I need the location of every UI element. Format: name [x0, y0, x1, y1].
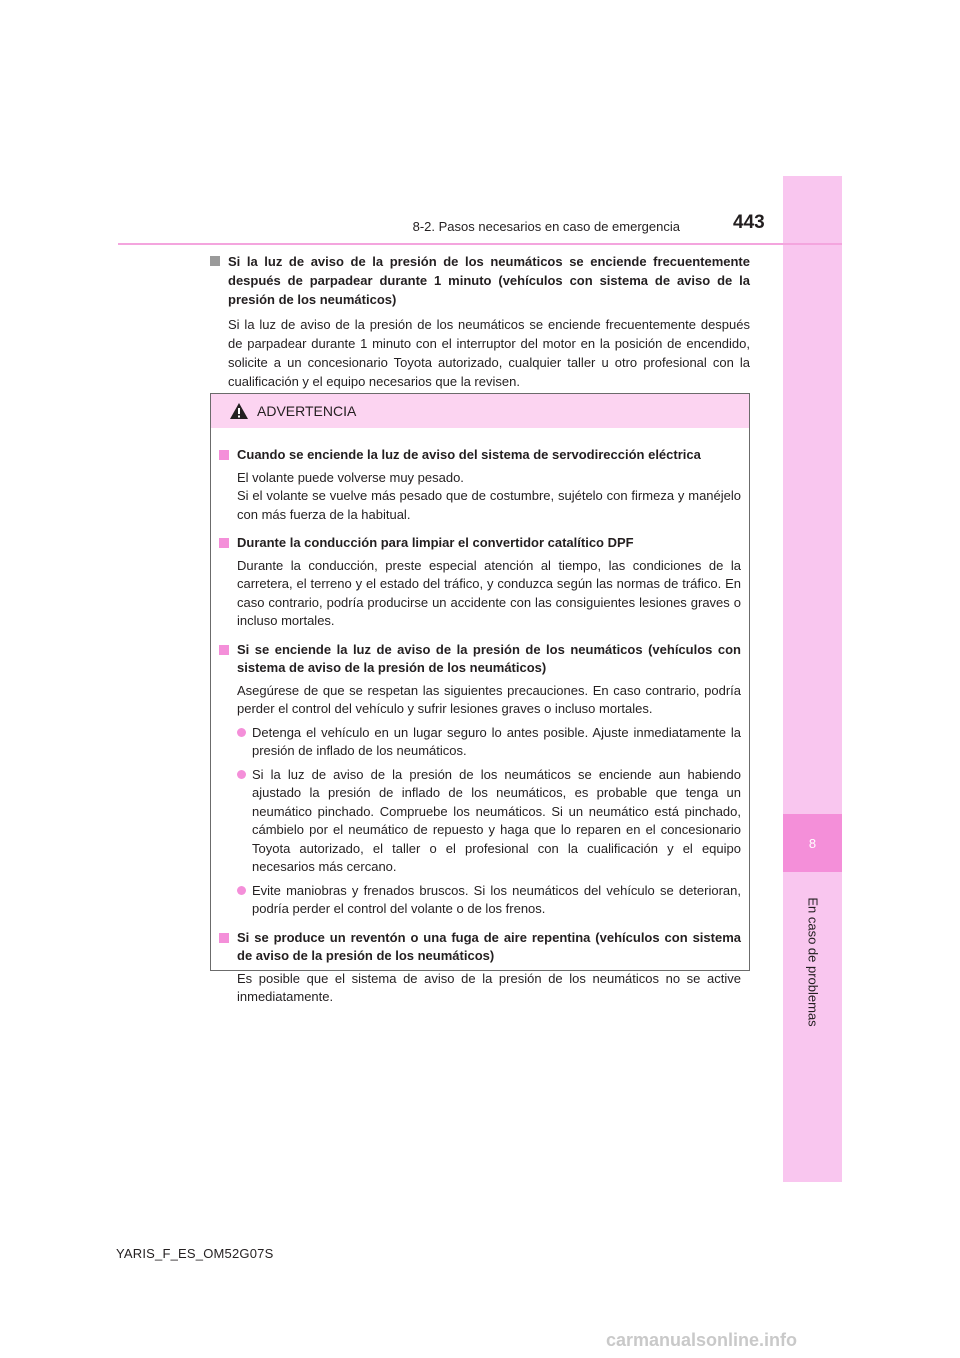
- main-heading-row: [210, 252, 750, 309]
- warning-triangle-icon: [229, 402, 249, 420]
- chapter-number: 8: [783, 814, 842, 872]
- document-code: YARIS_F_ES_OM52G07S: [116, 1246, 274, 1261]
- warning-heading-text: Si se produce un reventón o una fuga de aire repentina (vehículos con sistema de aviso de la presión de los neumáticos): [237, 929, 741, 963]
- square-bullet-icon: [219, 450, 229, 460]
- main-paragraph: Si la luz de aviso de la presión de los neumáticos se enciende frecuentemente después de parpadear durante 1 minuto con el interruptor del motor en la posición de encendido, solicite a un concesionario Toyota autorizado, cualquier taller u otro profesional con la cualificación y el equipo necesarios que la revisen.: [228, 317, 750, 389]
- warning-section-heading: [219, 446, 741, 465]
- warning-line: El volante puede volverse muy pesado.: [237, 469, 464, 485]
- warning-section-heading: [219, 641, 741, 678]
- warning-paragraph: [237, 469, 741, 525]
- list-item-text: Detenga el vehículo en un lugar seguro lo antes posible. Ajuste inmediatamente la presión de inflado de los neumáticos.: [252, 724, 741, 758]
- warning-box: [210, 393, 750, 1004]
- warning-section-heading: [219, 534, 741, 553]
- warning-heading-text: Si se enciende la luz de aviso de la presión de los neumáticos (vehículos con sistema de aviso de la presión de los neumáticos): [237, 641, 741, 675]
- list-item-text: Evite maniobras y frenados bruscos. Si los neumáticos del vehículo se deterioran, podría perder el control del volante o de los frenos.: [252, 882, 741, 916]
- warning-section-heading: [219, 929, 741, 966]
- square-bullet-icon: [210, 256, 220, 266]
- warning-heading-text: Durante la conducción para limpiar el convertidor catalítico DPF: [237, 535, 634, 550]
- warning-title: ADVERTENCIA: [257, 403, 357, 419]
- warning-header: [211, 394, 749, 428]
- square-bullet-icon: [219, 645, 229, 655]
- list-item: [237, 766, 741, 877]
- warning-heading-text: Cuando se enciende la luz de aviso del sistema de servodirección eléctrica: [237, 447, 701, 462]
- chapter-title: En caso de problemas: [805, 897, 820, 1027]
- page-number: 443: [733, 212, 765, 233]
- warning-body: [211, 428, 749, 1007]
- warning-line: Si el volante se vuelve más pesado que de costumbre, sujételo con firmeza y manéjelo con más fuerza de la habitual.: [237, 488, 741, 522]
- main-heading: Si la luz de aviso de la presión de los neumáticos se enciende frecuentemente después de parpadear durante 1 minuto (vehículos con sistema de aviso de la presión de los neumáticos): [228, 254, 750, 307]
- chapter-title-wrapper: [783, 882, 842, 1042]
- circle-bullet-icon: [237, 886, 246, 895]
- warning-paragraph: Es posible que el sistema de aviso de la presión de los neumáticos no se active inmediatamente.: [237, 970, 741, 1004]
- chapter-side-tab: [783, 176, 842, 1182]
- square-bullet-icon: [219, 538, 229, 548]
- list-item-text: Si la luz de aviso de la presión de los neumáticos se enciende aun habiendo ajustado la presión de inflado de los neumáticos, es probable que tenga un neumático pinchado. Compruebe los neumáticos. Si un neumático está pinchado, cámbielo por el neumático de repuesto y haga que lo reparen en el concesionario Toyota autorizado, el taller o el profesional con la cualificación y el equipo necesarios más cercano.: [252, 766, 741, 874]
- watermark: carmanualsonline.info: [606, 1330, 798, 1350]
- section-title: 8-2. Pasos necesarios en caso de emergencia: [412, 219, 680, 234]
- header-divider: [118, 243, 842, 245]
- list-item: [237, 724, 741, 761]
- list-item: [237, 882, 741, 919]
- circle-bullet-icon: [237, 770, 246, 779]
- square-bullet-icon: [219, 933, 229, 943]
- warning-paragraph: Durante la conducción, preste especial atención al tiempo, las condiciones de la carretera, el terreno y el estado del tráfico, y conduzca según las normas de tráfico. En caso contrario, podría producirse un accidente con las consiguientes lesiones graves o incluso mortales.: [237, 557, 741, 628]
- circle-bullet-icon: [237, 728, 246, 737]
- main-content: [210, 252, 750, 391]
- warning-paragraph: Asegúrese de que se respetan las siguientes precauciones. En caso contrario, podría perder el control del vehículo y sufrir lesiones graves o incluso mortales.: [237, 682, 741, 716]
